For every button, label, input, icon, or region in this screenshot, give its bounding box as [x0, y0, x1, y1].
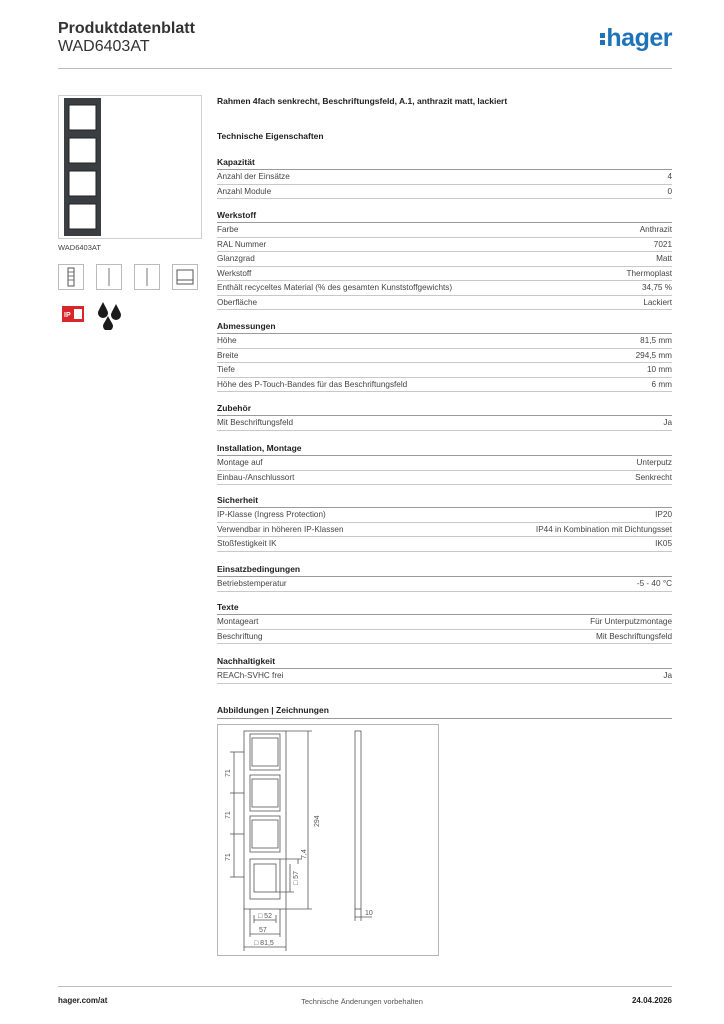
dim-57-horizontal: 57	[259, 927, 267, 934]
property-row	[217, 170, 672, 185]
frame-4fold-icon	[59, 96, 201, 238]
property-value: IP44 in Kombination mit Dichtungsset	[535, 524, 672, 534]
flush-mount-icon	[172, 264, 198, 290]
dim-71-c: 71	[225, 853, 232, 861]
section-title: Nachhaltigkeit	[217, 655, 672, 669]
property-value: 7021	[653, 239, 672, 249]
property-label: Betriebstemperatur	[217, 579, 287, 588]
property-label: Tiefe	[217, 365, 235, 374]
property-value: 34,75 %	[641, 283, 672, 292]
property-row	[217, 537, 672, 552]
property-value: -5 - 40 °C	[636, 579, 672, 588]
property-value: Thermoplast	[626, 268, 672, 278]
property-value: Ja	[663, 671, 672, 680]
property-value: Mit Beschriftungsfeld	[596, 631, 672, 641]
section-title: Sicherheit	[217, 494, 672, 508]
property-value: 10 mm	[646, 365, 672, 374]
logo-text: hager	[606, 24, 672, 52]
section	[217, 209, 672, 310]
drawings-divider	[217, 718, 672, 719]
section-title: Einsatzbedingungen	[217, 563, 672, 577]
section-title: Texte	[217, 601, 672, 615]
dim-7-4: 7,4	[301, 849, 308, 859]
property-row	[217, 223, 672, 238]
header-divider	[58, 68, 672, 69]
property-label: Farbe	[217, 225, 239, 234]
property-row	[217, 252, 672, 267]
property-row	[217, 630, 672, 645]
section	[217, 655, 672, 684]
slim-frame-icon	[134, 264, 160, 290]
property-value: Matt	[656, 254, 672, 263]
property-row	[217, 296, 672, 311]
section-title: Werkstoff	[217, 209, 672, 223]
vertical-mount-icon	[96, 264, 122, 290]
property-label: Höhe	[217, 336, 237, 345]
section	[217, 563, 672, 592]
property-row	[217, 238, 672, 253]
property-label: Oberfläche	[217, 297, 258, 307]
property-label: Höhe des P-Touch-Bandes für das Beschriftungsfeld	[217, 379, 408, 389]
side-view-outline	[355, 731, 361, 909]
property-value: Für Unterputzmontage	[590, 617, 672, 626]
property-row	[217, 577, 672, 592]
footer-date: 24.04.2026	[631, 996, 672, 1005]
property-label: REACh-SVHC frei	[217, 671, 284, 680]
section	[217, 494, 672, 552]
property-value: Anthrazit	[639, 225, 672, 234]
property-row	[217, 334, 672, 349]
section	[217, 402, 672, 431]
property-label: Einbau-/Anschlussort	[217, 472, 295, 482]
property-label: Breite	[217, 350, 239, 360]
technical-drawing	[217, 724, 439, 956]
property-label: Anzahl der Einsätze	[217, 172, 290, 181]
dim-71-a: 71	[225, 769, 232, 777]
property-value: Ja	[663, 418, 672, 427]
property-row	[217, 508, 672, 523]
property-row	[217, 456, 672, 471]
property-row	[217, 471, 672, 486]
technical-properties-heading: Technische Eigenschaften	[217, 131, 324, 141]
property-label: RAL Nummer	[217, 239, 267, 249]
section-title: Installation, Montage	[217, 442, 672, 456]
property-row	[217, 669, 672, 684]
product-image	[58, 95, 202, 239]
dim-294: 294	[314, 815, 321, 827]
product-image-caption: WAD6403AT	[58, 243, 101, 252]
property-value: 294,5 mm	[635, 350, 672, 360]
product-description: Rahmen 4fach senkrecht, Beschriftungsfeld, A.1, anthrazit matt, lackiert	[217, 96, 508, 106]
property-value: Senkrecht	[635, 472, 672, 482]
footer-notice: Technische Änderungen vorbehalten	[301, 997, 423, 1006]
footer-divider	[58, 986, 672, 987]
property-label: Montage auf	[217, 458, 263, 467]
dim-81-5: □ 81,5	[254, 940, 274, 947]
property-label: Glanzgrad	[217, 254, 255, 263]
document-title: Produktdatenblatt	[58, 20, 195, 37]
section	[217, 320, 672, 392]
property-label: Enthält recyceltes Material (% des gesamten Kunststoffgewichts)	[217, 283, 453, 292]
property-label: Stoßfestigkeit IK	[217, 539, 277, 548]
property-label: Werkstoff	[217, 268, 252, 278]
property-label: Mit Beschriftungsfeld	[217, 418, 293, 427]
property-value: Unterputz	[636, 458, 672, 467]
water-drops-icon	[96, 300, 124, 330]
property-label: Anzahl Module	[217, 186, 272, 196]
property-value: 6 mm	[651, 379, 672, 389]
property-value: 4	[667, 172, 672, 181]
property-row	[217, 363, 672, 378]
hager-logo[interactable]	[600, 24, 672, 53]
section	[217, 156, 672, 199]
section-title: Abmessungen	[217, 320, 672, 334]
property-row	[217, 267, 672, 282]
dim-71-b: 71	[225, 811, 232, 819]
property-value: IK05	[655, 539, 672, 548]
dim-57-vertical: □ 57	[293, 871, 300, 885]
footer-website-link[interactable]: hager.com/at	[58, 996, 108, 1005]
drawings-heading: Abbildungen | Zeichnungen	[217, 705, 329, 715]
property-row	[217, 281, 672, 296]
section	[217, 442, 672, 485]
property-value: Lackiert	[643, 297, 672, 307]
property-row	[217, 615, 672, 630]
property-row	[217, 416, 672, 431]
property-row	[217, 523, 672, 538]
property-row	[217, 349, 672, 364]
ip-rating-icon	[62, 306, 84, 322]
property-row	[217, 378, 672, 393]
property-value: 0	[667, 186, 672, 196]
ip-badge-text: IP	[64, 312, 71, 319]
section	[217, 601, 672, 644]
property-row	[217, 185, 672, 200]
property-label: Montageart	[217, 617, 259, 626]
dim-52: □ 52	[258, 913, 272, 920]
property-label: IP-Klasse (Ingress Protection)	[217, 510, 326, 519]
section-title: Zubehör	[217, 402, 672, 416]
article-number: WAD6403AT	[58, 38, 150, 55]
property-label: Verwendbar in höheren IP-Klassen	[217, 524, 344, 534]
dimension-drawing	[218, 725, 438, 955]
dim-10: 10	[365, 910, 373, 917]
property-value: IP20	[655, 510, 672, 519]
property-value: 81,5 mm	[640, 336, 672, 345]
property-label: Beschriftung	[217, 631, 263, 641]
label-strip-icon	[58, 264, 84, 290]
section-title: Kapazität	[217, 156, 672, 170]
